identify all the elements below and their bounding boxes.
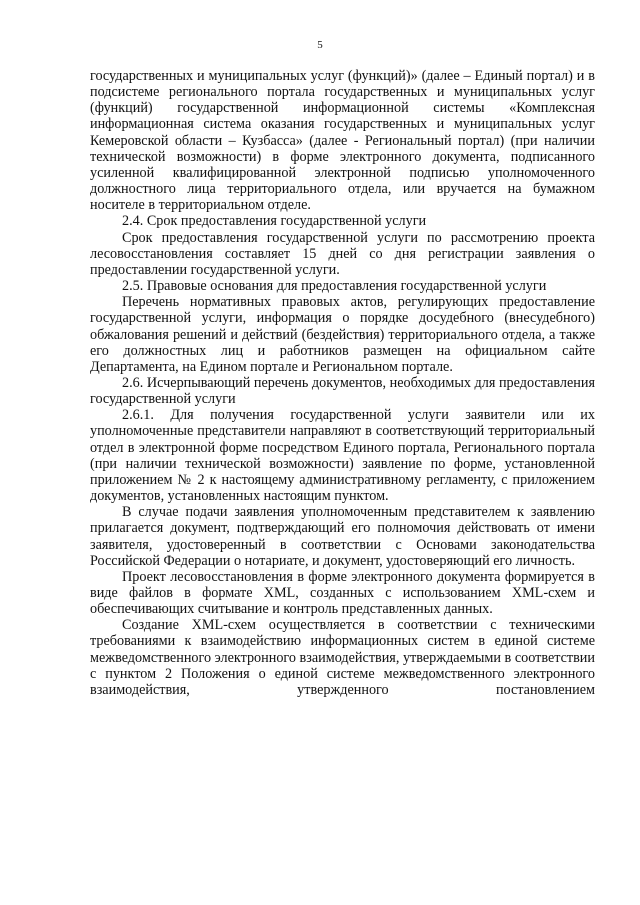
section-heading-2-4: 2.4. Срок предоставления государственной услуги (122, 213, 427, 230)
section-heading-2-5: 2.5. Правовые основания для предоставления государственной услуги (122, 278, 547, 295)
paragraph-legal-acts: Перечень нормативных правовых актов, регулирующих предоставление государственной услуги, информация о порядке досудебного (внесудебного) обжалования решений и действий (бездействия) территориального отдела, а также его должностных лиц и работников размещен на официальном сайте Департамента, на Едином портале и Региональном портале. (90, 294, 595, 375)
paragraph-representative: В случае подачи заявления уполномоченным представителем к заявлению прилагается документ, подтверждающий его полномочия действовать от имени заявителя, удостоверенный в соответствии с Основами законодательства Российской Федерации о нотариате, и документ, удостоверяющий его личность. (90, 504, 595, 569)
paragraph-service-term: Срок предоставления государственной услуги по рассмотрению проекта лесовосстановления составляет 15 дней со дня регистрации заявления о предоставлении государственной услуги. (90, 229, 595, 278)
paragraph-continuation: государственных и муниципальных услуг (функций)» (далее – Единый портал) и в подсистеме регионального портала государственных и муниципальных услуг (функций) государственной информационной системы «Комплексная информационная система оказания государственных и муниципальных услуг Кемеровской области – Кузбасса» (далее - Региональный портал) (при наличии технической возможности) в форме электронного документа, подписанного усиленной квалифицированной электронной подписью уполномоченного должностного лица территориального отдела, или вручается на бумажном носителе в территориальном отделе. (90, 68, 595, 214)
page-number: 5 (317, 39, 323, 51)
paragraph-xml-schemas: Создание XML-схем осуществляется в соответствии с техническими требованиями к взаимодействию информационных систем в единой системе межведомственного электронного взаимодействия, утверждаемыми в соответствии с пунктом 2 Положения о единой системе межведомственного электронного взаимодействия, утвержденного постановлением (90, 617, 595, 698)
document-body (90, 68, 595, 698)
paragraph-2-6-1: 2.6.1. Для получения государственной услуги заявители или их уполномоченные представители направляют в соответствующий территориальный отдел в электронной форме посредством Единого портала, Регионального портала (при наличии технической возможности) заявление по форме, установленной приложением № 2 к настоящему административному регламенту, с приложением документов, установленных настоящим пунктом. (90, 407, 595, 505)
paragraph-xml-format: Проект лесовосстановления в форме электронного документа формируется в виде файлов в формате XML, созданных с использованием XML-схем и обеспечивающих считывание и контроль представленных данных. (90, 568, 595, 618)
section-heading-2-6: 2.6. Исчерпывающий перечень документов, необходимых для предоставления государственной услуги (90, 374, 595, 408)
